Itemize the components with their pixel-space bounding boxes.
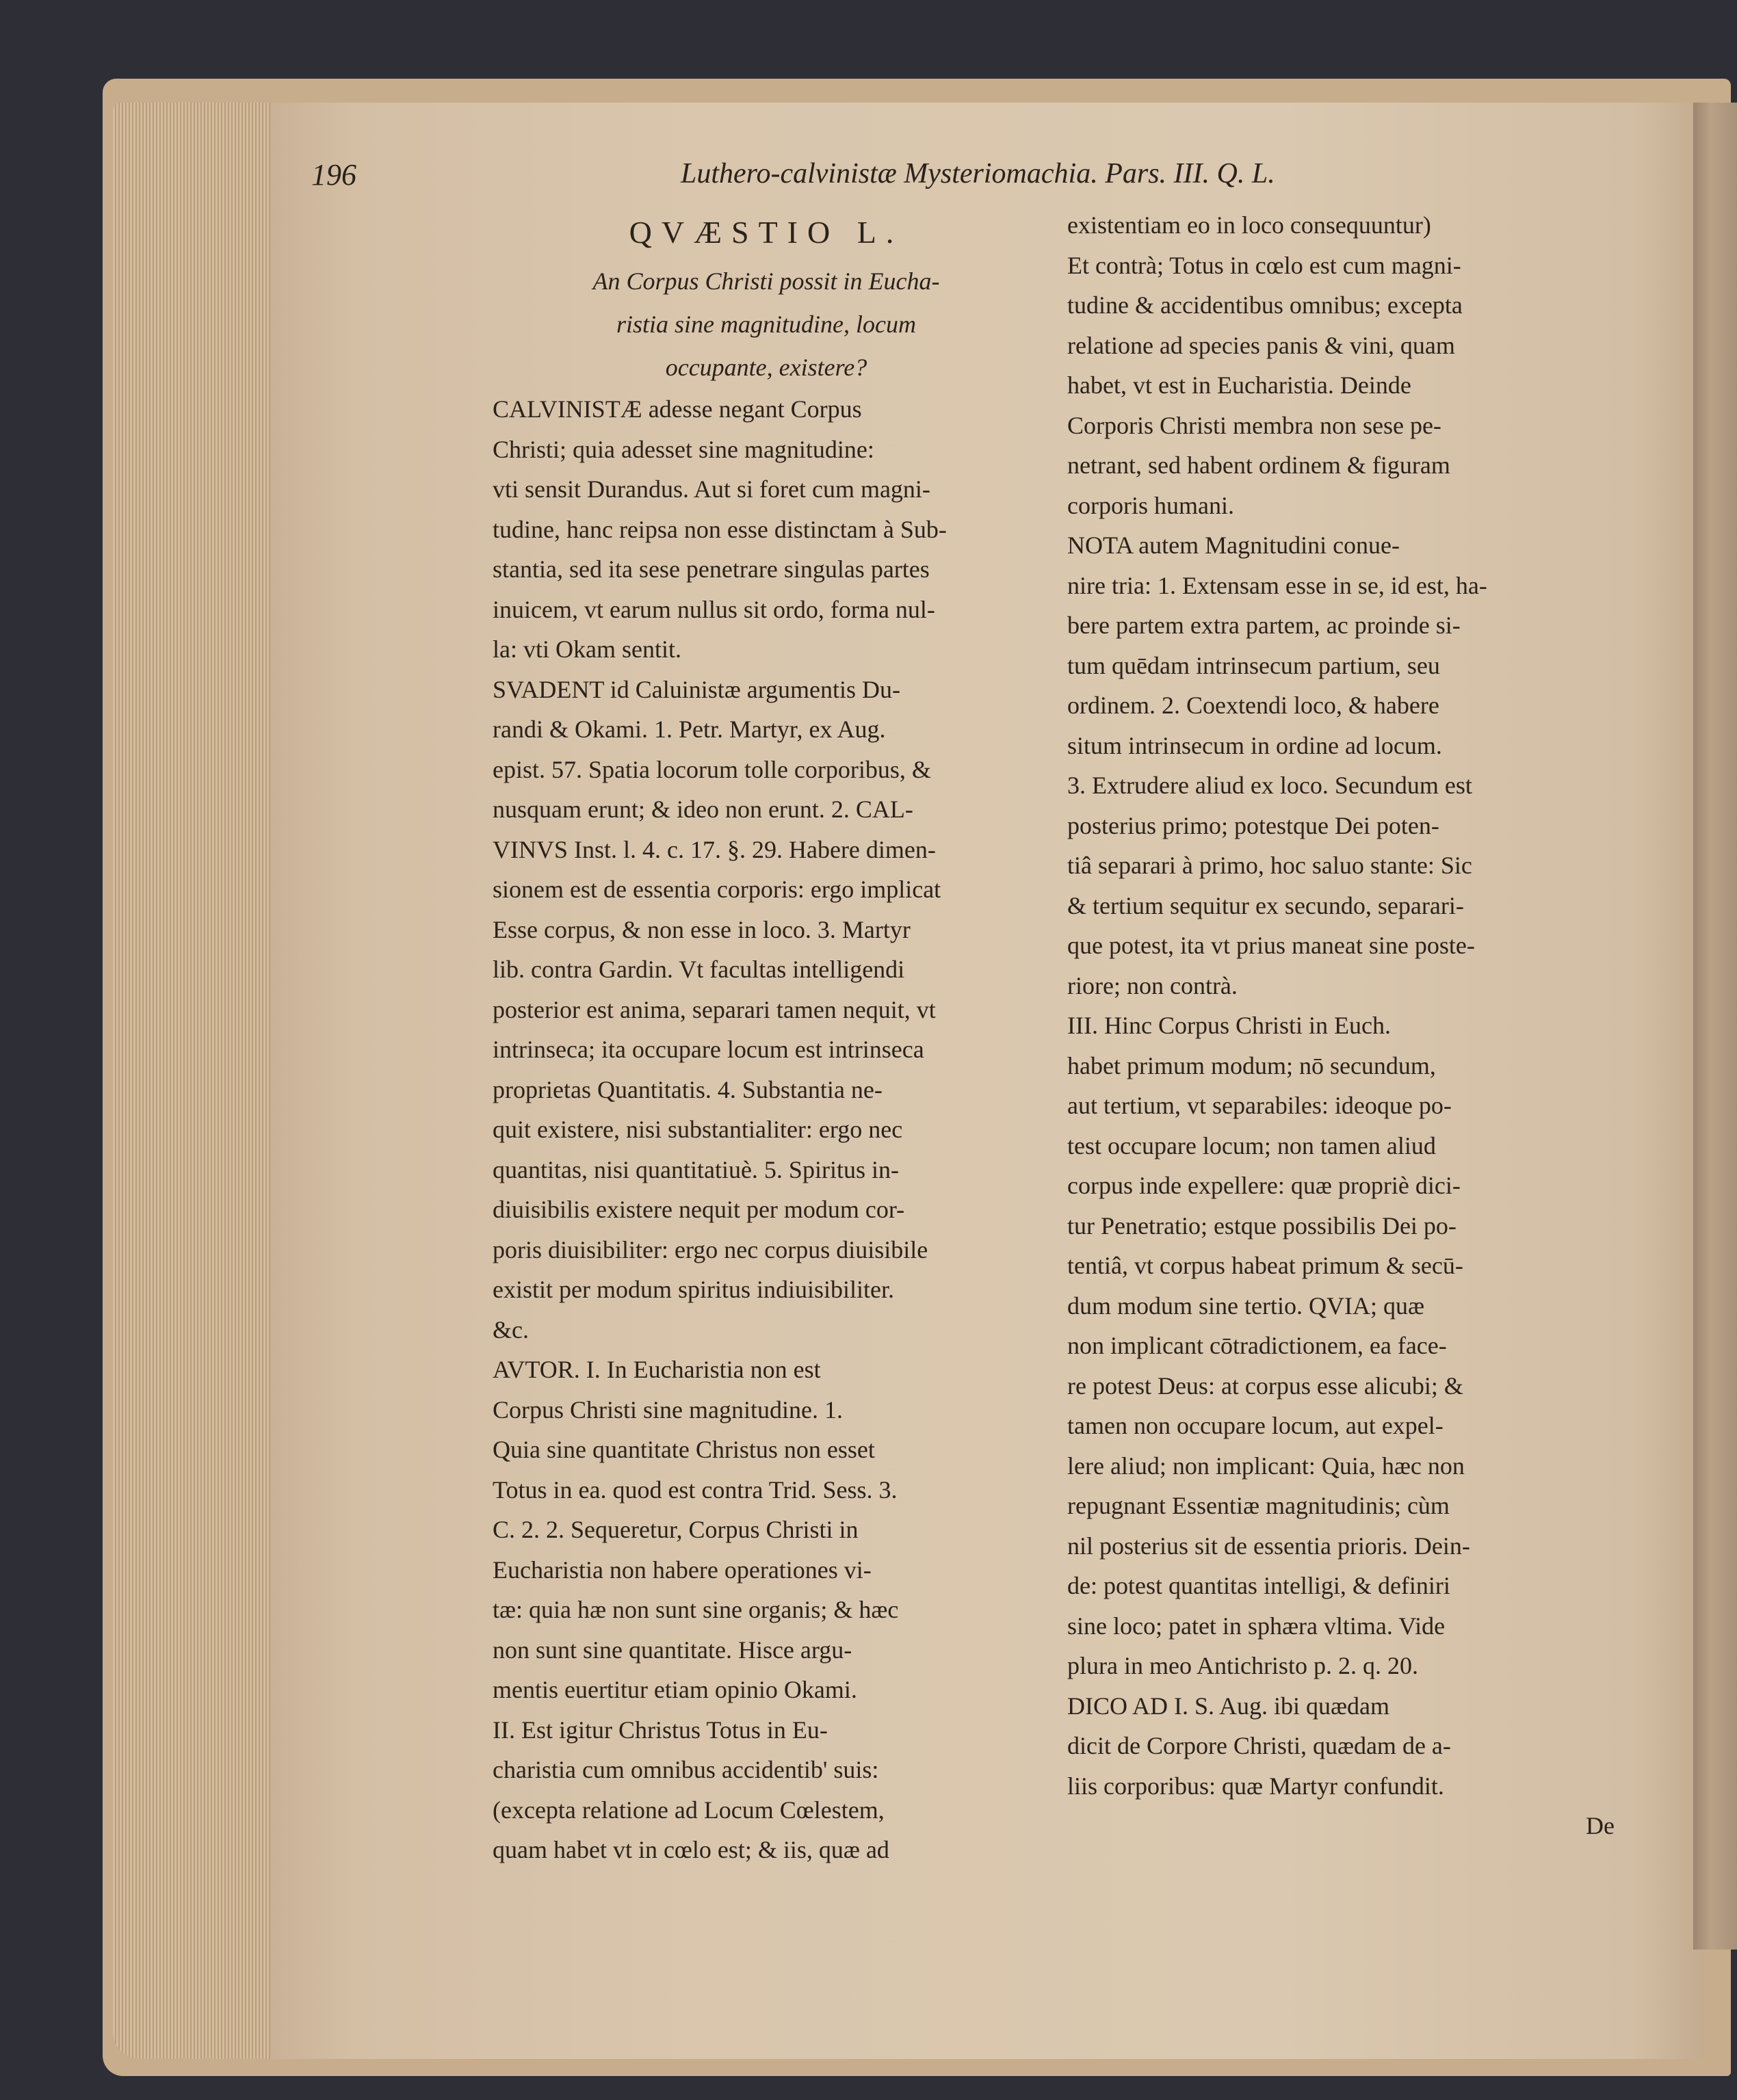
text-line: relatione ad species panis & vini, quam [1067,331,1455,359]
catchword: De [1586,1812,1615,1839]
text-line: (excepta relatione ad Locum Cœlestem, [493,1796,885,1824]
text-line: sionem est de essentia corporis: ergo implicat [493,876,941,903]
text-line: AVTOR. I. In Eucharistia non est [493,1356,821,1383]
text-line: NOTA autem Magnitudini conue- [1067,531,1400,559]
text-line: quantitas, nisi quantitatiuè. 5. Spiritus in- [493,1155,899,1183]
text-line: Esse corpus, & non esse in loco. 3. Martyr [493,915,911,943]
text-line: III. Hinc Corpus Christi in Euch. [1067,1012,1391,1039]
text-line: situm intrinsecum in ordine ad locum. [1067,731,1442,759]
page-number: 196 [311,158,356,192]
text-line: epist. 57. Spatia locorum tolle corporibus, & [493,755,931,783]
page-edges [113,103,287,2059]
left-column-text [493,389,1040,1870]
text-line: tur Penetratio; estque possibilis Dei po- [1067,1211,1457,1239]
text-line: tæ: quia hæ non sunt sine organis; & hæc [493,1596,899,1623]
text-line: Et contrà; Totus in cœlo est cum magni- [1067,251,1461,279]
text-line: que potest, ita vt prius maneat sine poste- [1067,932,1475,959]
text-line: existit per modum spiritus indiuisibiliter. [493,1276,894,1303]
text-line: 3. Extrudere aliud ex loco. Secundum est [1067,772,1472,799]
facing-page-edge [1693,103,1737,1950]
text-line: VINVS Inst. l. 4. c. 17. §. 29. Habere dimen- [493,835,936,863]
text-line: lib. contra Gardin. Vt facultas intelligendi [493,956,905,983]
text-line: Corporis Christi membra non sese pe- [1067,411,1441,439]
page-header [311,157,1680,198]
text-line: corporis humani. [1067,491,1234,519]
text-line: dum modum sine tertio. QVIA; quæ [1067,1291,1424,1320]
text-line: Eucharistia non habere operationes vi- [493,1556,872,1584]
text-line: poris diuisibiliter: ergo nec corpus diuisibile [493,1235,928,1263]
text-line: intrinseca; ita occupare locum est intrinseca [493,1036,924,1063]
text-line: non sunt sine quantitate. Hisce argu- [493,1636,852,1664]
text-line: plura in meo Antichristo p. 2. q. 20. [1067,1652,1418,1679]
text-line: posterior est anima, separari tamen nequit, vt [493,995,936,1023]
left-column [493,205,1040,1863]
text-line: quam habet vt in cœlo est; & iis, quæ ad [493,1836,889,1863]
text-line: Quia sine quantitate Christus non esset [493,1436,875,1463]
right-column [1067,205,1615,1839]
text-line: mentis euertitur etiam opinio Okami. [493,1676,857,1703]
text-line: & tertium sequitur ex secundo, separari- [1067,891,1464,919]
right-column-text [1067,205,1615,1806]
text-line: C. 2. 2. Sequeretur, Corpus Christi in [493,1516,859,1543]
text-line: nil posterius sit de essentia prioris. Dein- [1067,1532,1470,1560]
text-line: habet primum modum; nō secundum, [1067,1051,1436,1079]
text-line: aut tertium, vt separabiles: ideoque po- [1067,1092,1452,1119]
text-line: DICO AD I. S. Aug. ibi quædam [1067,1692,1390,1720]
text-line: re potest Deus: at corpus esse alicubi; & [1067,1371,1463,1400]
text-line: tudine, hanc reipsa non esse distinctam à Sub- [493,515,947,543]
text-line: randi & Okami. 1. Petr. Martyr, ex Aug. [493,716,886,743]
subtitle-line: An Corpus Christi possit in Eucha- [592,267,940,295]
text-line: de: potest quantitas intelligi, & definiri [1067,1572,1450,1599]
text-line: riore; non contrà. [1067,971,1238,999]
text-line: la: vti Okam sentit. [493,635,681,663]
text-line: charistia cum omnibus accidentib' suis: [493,1756,879,1783]
text-line: II. Est igitur Christus Totus in Eu- [493,1716,828,1744]
text-line: existentiam eo in loco consequuntur) [1067,211,1431,239]
subtitle-line: occupante, existere? [665,354,867,381]
text-line: posterius primo; potestque Dei poten- [1067,811,1439,839]
text-line: tamen non occupare locum, aut expel- [1067,1412,1444,1439]
text-line: test occupare locum; non tamen aliud [1067,1131,1436,1159]
text-line: tum quēdam intrinsecum partium, seu [1067,651,1440,679]
text-line: tudine & accidentibus omnibus; excepta [1067,291,1463,319]
text-line: diuisibilis existere nequit per modum cor- [493,1196,905,1223]
text-line: repugnant Essentiæ magnitudinis; cùm [1067,1492,1450,1519]
text-line: ordinem. 2. Coextendi loco, & habere [1067,692,1439,719]
text-line: netrant, sed habent ordinem & figuram [1067,451,1450,479]
running-head: Luthero-calvinistæ Mysteriomachia. Pars. III. Q. L. [681,158,1275,189]
text-line: lere aliud; non implicant: Quia, hæc non [1067,1452,1465,1480]
question-subtitle [493,260,1040,389]
text-line: nusquam erunt; & ideo non erunt. 2. CAL- [493,796,913,823]
text-line: inuicem, vt earum nullus sit ordo, forma nul- [493,595,935,623]
text-line: Christi; quia adesset sine magnitudine: [493,435,874,463]
text-line: liis corporibus: quæ Martyr confundit. [1067,1772,1444,1800]
text-line: non implicant cōtradictionem, ea face- [1067,1332,1447,1359]
text-line: habet, vt est in Eucharistia. Deinde [1067,371,1411,399]
text-line: tiâ separari à primo, hoc saluo stante: Sic [1067,852,1472,879]
subtitle-line: ristia sine magnitudine, locum [616,311,916,338]
text-line: tentiâ, vt corpus habeat primum & secū- [1067,1252,1463,1279]
text-line: quit existere, nisi substantialiter: ergo nec [493,1116,903,1143]
text-line: proprietas Quantitatis. 4. Substantia ne- [493,1075,883,1103]
text-line: SVADENT id Caluinistæ argumentis Du- [493,675,901,703]
text-line: CALVINISTÆ adesse negant Corpus [493,395,862,423]
text-line: bere partem extra partem, ac proinde si- [1067,612,1461,639]
text-line: vti sensit Durandus. Aut si foret cum magni- [493,475,930,503]
question-title: QVÆSTIO L. [629,215,904,250]
text-line: corpus inde expellere: quæ propriè dici- [1067,1172,1461,1199]
text-line: sine loco; patet in sphæra vltima. Vide [1067,1612,1446,1640]
text-line: &c. [493,1315,529,1343]
text-line: Totus in ea. quod est contra Trid. Sess. 3. [493,1475,898,1504]
text-line: Corpus Christi sine magnitudine. 1. [493,1395,843,1423]
text-line: dicit de Corpore Christi, quædam de a- [1067,1732,1451,1759]
text-line: stantia, sed ita sese penetrare singulas partes [493,555,930,583]
text-line: nire tria: 1. Extensam esse in se, id est, ha- [1067,571,1487,599]
